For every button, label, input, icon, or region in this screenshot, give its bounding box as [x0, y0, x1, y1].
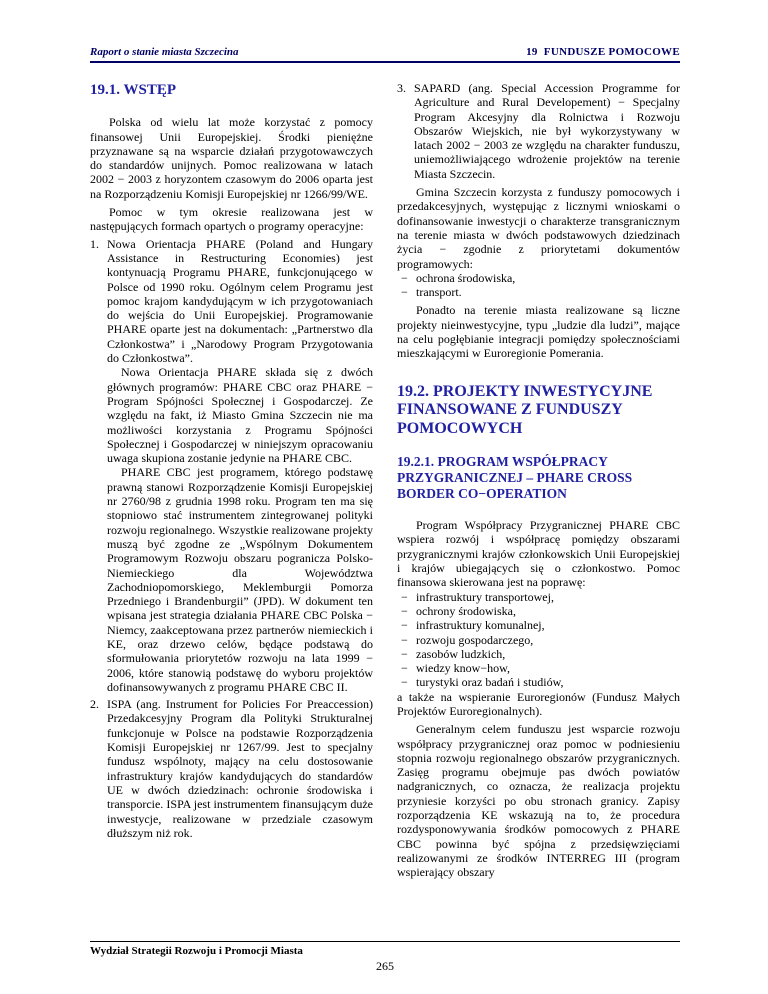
- bullet-dash-icon: −: [401, 661, 408, 676]
- footer-rule: [90, 941, 680, 942]
- bullet-dash-icon: −: [401, 270, 408, 285]
- bullet-text: wiedzy know−how,: [416, 661, 510, 676]
- bullet-dash-icon: −: [401, 285, 408, 300]
- subsection-heading-19-2-1: 19.2.1. PROGRAM WSPÓŁPRACY PRZYGRANICZNEJ – PHARE CROSS BORDER CO−OPERATION: [397, 454, 633, 502]
- bullet-text: rozwoju gospodarczego,: [416, 632, 534, 647]
- paragraph: ISPA (ang. Instrument for Policies For Preaccession) Przedakcesyjny Program dla Polityki Strukturalnej funkcjonuje w Polsce na podstawie Rozporządzenia Komisji Europejskiej nr 1267/99. Jest to specjalny fundusz wspólnoty, mający na celu dostosowanie infrastruktury krajów kandydujących do standardów UE w dwóch dziedzinach: ochronie środowiska i transporcie. ISPA jest instrumentem finansującym duże inwestycje, realizowane w przedziale czasowym dłuższym niż rok.: [107, 697, 373, 840]
- bullet-text: ochrona środowiska,: [416, 270, 516, 285]
- section-heading-19-1: 19.1. WSTĘP: [90, 82, 176, 98]
- list-item: [397, 81, 680, 181]
- bullet-dash-icon: −: [401, 675, 408, 690]
- bullet-item: [397, 618, 680, 632]
- bullet-item: [397, 590, 680, 604]
- column-left: [90, 81, 373, 880]
- list-item-body: [107, 697, 373, 840]
- bullet-item: [397, 661, 680, 675]
- bullet-item: [397, 647, 680, 661]
- column-right: [397, 81, 680, 880]
- list-number: 3.: [397, 81, 406, 95]
- list-item: [90, 697, 373, 840]
- list-number: 2.: [90, 697, 99, 712]
- paragraph: Generalnym celem funduszu jest wsparcie rozwoju współpracy przygranicznej oraz pomoc w podniesieniu stopnia rozwoju regionalnego obszarów przygranicznych. Zasięg programu obejmuje pas dwóch powiatów nadgranicznych, co oznacza, że realizacja projektu przyniesie korzyści po obu stronach granicy. Zapisy rozporządzenia KE wskazują na to, że procedura rozdysponowywania środków pomocowych z PHARE CBC powinna być spójna z przedsięwzięciami realizowanymi ze środków INTERREG III (program wspierający obszary: [397, 722, 680, 880]
- header-rule: [90, 61, 680, 63]
- bullet-dash-icon: −: [401, 632, 408, 647]
- paragraph: Gmina Szczecin korzysta z funduszy pomocowych i przedakcesyjnych, występując z licznymi wnioskami o dofinansowanie inwestycji o charakterze transgranicznym na terenie miasta w dwóch podstawowych dziedzinach życia − zgodnie z priorytetami dokumentów programowych:: [397, 185, 680, 271]
- bullet-item: [397, 675, 680, 689]
- page-number: 265: [376, 959, 394, 973]
- paragraph: SAPARD (ang. Special Accession Programme for Agriculture and Rural Developement) − Specjalny Program Akcesyjny dla Rolnictwa i Rozwoju Obszarów Wiejskich, nie był wykorzystywany w latach 2002 − 2003 ze względu na charakter funduszu, uniemożliwiającego wdrożenie projektów na terenie Miasta Szczecin.: [414, 81, 680, 181]
- paragraph: Nowa Orientacja PHARE (Poland and Hungary Assistance in Restructuring Economies) jest kontynuacją Programu PHARE, funkcjonującego w Polsce od 1990 roku. Ogólnym celem Programu jest pomoc krajom kandydującym w ich przygotowaniach do wejścia do Unii Europejskiej. Programowanie PHARE oparte jest na dokumentach: „Partnerstwo dla Członkostwa” i „Narodowy Program Przygotowania do Członkostwa”.: [107, 236, 373, 366]
- bullet-item: [397, 285, 680, 299]
- list-number: 1.: [90, 236, 99, 251]
- paragraph: Program Współpracy Przygranicznej PHARE CBC wspiera rozwój i współpracę pomiędzy obszarami przygranicznymi krajów członkowskich Unii Europejskiej i krajów ubiegających się o członkostwo. Pomoc finansowa skierowana jest na poprawę:: [397, 518, 680, 590]
- paragraph: Polska od wielu lat może korzystać z pomocy finansowej Unii Europejskiej. Środki pieniężne przyznawane są na wsparcie działań przygotowawczych do standardów unijnych. Pomoc realizowana w latach 2002 − 2003 z horyzontem czasowym do 2006 oparta jest na Rozporządzeniu Komisji Europejskiej nr 1266/99/WE.: [90, 115, 373, 201]
- bullet-dash-icon: −: [401, 646, 408, 661]
- bullet-text: ochrony środowiska,: [416, 603, 516, 618]
- list-item: [90, 237, 373, 695]
- bullet-text: infrastruktury komunalnej,: [416, 618, 545, 633]
- header-chapter-title: 19 FUNDUSZE POMOCOWE: [526, 46, 680, 58]
- bullet-dash-icon: −: [401, 603, 408, 618]
- paragraph: PHARE CBC jest programem, którego podstawę prawną stanowi Rozporządzenie Komisji Europejskiej nr 2760/98 z grudnia 1998 roku. Program ten ma się stopniowo stać instrumentem zintegrowanej polityki rozwoju regionalnego. Wszystkie realizowane projekty muszą być zgodne ze „Wspólnym Dokumentem Programowym Rozwoju obszaru pogranicza Polsko-Niemieckiego dla Województwa Zachodniopomorskiego, Meklemburgii Pomorza Przedniego i Brandenburgii” (JPD). W dokument ten wpisana jest strategia działania PHARE CBC Polska − Niemcy, zaakceptowana przez partnerów niemieckich i KE, oraz drzewo celów, będące podstawą do sformułowania priorytetów rozwoju na lata 1999 − 2006, które stanowią podstawę do wyboru projektów dofinansowywanych z programu PHARE CBC II.: [107, 465, 373, 694]
- paragraph: Pomoc w tym okresie realizowana jest w następujących formach opartych o programy operacyjne:: [90, 205, 373, 234]
- paragraph: Ponadto na terenie miasta realizowane są liczne projekty nieinwestycyjne, typu „ludzie dla ludzi”, mające na celu pogłębianie integracji pomiędzy społecznościami mieszkającymi w Euroregionie Pomerania.: [397, 303, 680, 361]
- page-header: [90, 46, 680, 58]
- bullet-text: zasobów ludzkich,: [416, 646, 506, 661]
- list-item-body: [414, 81, 680, 181]
- bullet-item: [397, 604, 680, 618]
- bullet-dash-icon: −: [401, 589, 408, 604]
- bullet-text: turystyki oraz badań i studiów,: [416, 675, 564, 690]
- list-item-body: [107, 237, 373, 695]
- bullet-text: transport.: [416, 285, 462, 300]
- paragraph: a także na wspieranie Euroregionów (Fundusz Małych Projektów Euroregionalnych).: [397, 689, 680, 718]
- bullet-dash-icon: −: [401, 618, 408, 633]
- page-content: [90, 46, 680, 880]
- page-footer: [90, 941, 680, 974]
- section-heading-19-2: 19.2. PROJEKTY INWESTYCYJNE FINANSOWANE Z FUNDUSZY POMOCOWYCH: [397, 382, 653, 437]
- bullet-text: infrastruktury transportowej,: [416, 589, 554, 604]
- header-report-title: Raport o stanie miasta Szczecina: [90, 46, 239, 58]
- two-column-body: [90, 81, 680, 880]
- bullet-item: [397, 271, 680, 285]
- footer-department: Wydział Strategii Rozwoju i Promocji Miasta: [90, 945, 303, 957]
- paragraph: Nowa Orientacja PHARE składa się z dwóch głównych programów: PHARE CBC oraz PHARE − Program Spójności Społecznej i Gospodarczej. Ze względu na fakt, iż Miasto Gmina Szczecin nie ma możliwości korzystania z Programu Spójności Społecznej i Gospodarczej w niniejszym opracowaniu uwaga skupiona zostanie jedynie na PHARE CBC.: [107, 365, 373, 466]
- bullet-item: [397, 633, 680, 647]
